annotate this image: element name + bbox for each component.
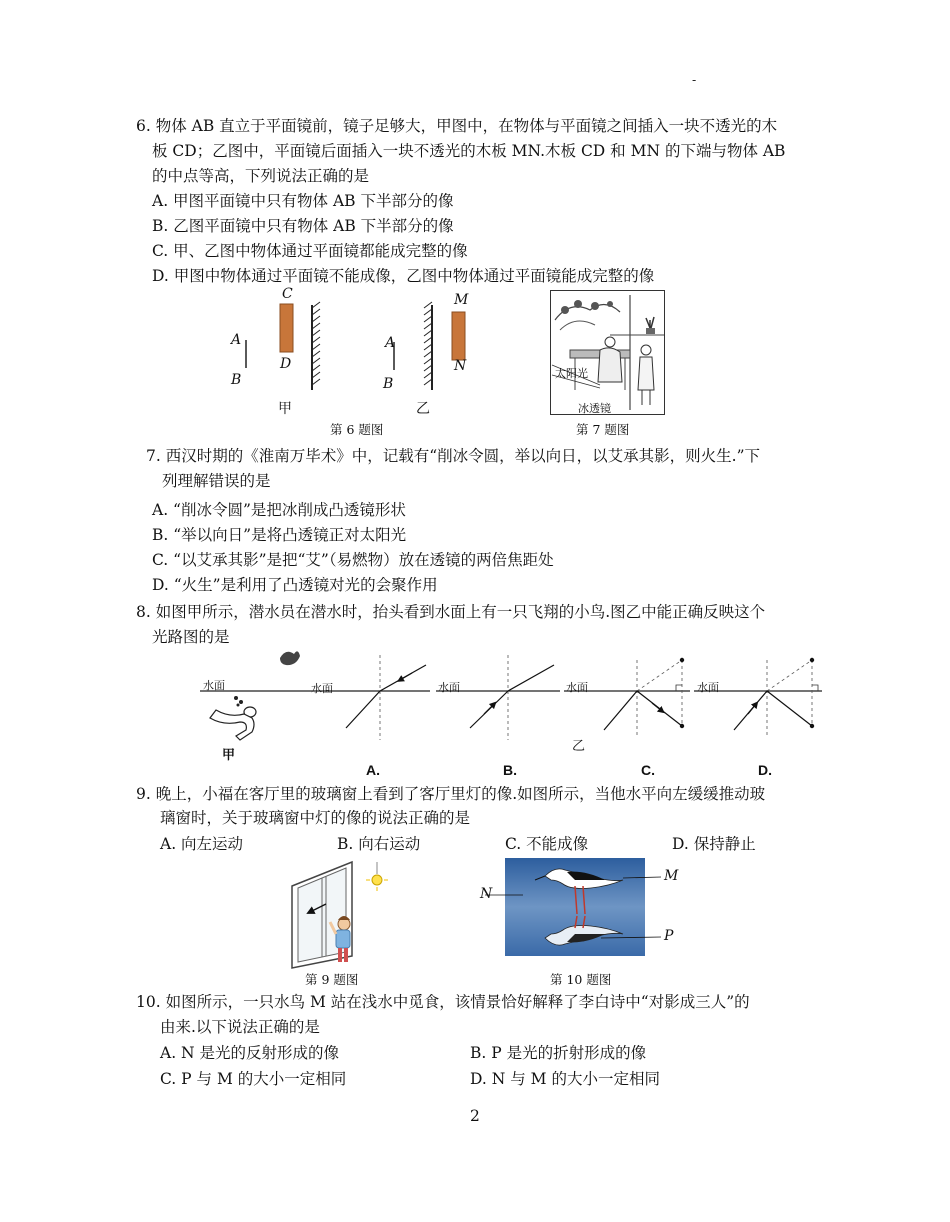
water-label-b: 水面 [438, 681, 460, 694]
q9-option-d: D. 保持静止 [672, 835, 756, 853]
figure-9-caption: 第 9 题图 [305, 972, 359, 987]
q9-option-c: C. 不能成像 [505, 835, 589, 853]
q7-stem-line2: 列理解错误的是 [162, 472, 271, 490]
ice-lens-label: 冰透镜 [578, 402, 611, 415]
board-cd [280, 304, 293, 352]
label-b-yi: B [383, 376, 394, 392]
q10-option-a: A. N 是光的反射形成的像 [160, 1044, 340, 1062]
q8-stem-line2: 光路图的是 [152, 628, 230, 646]
label-c: C [282, 286, 293, 302]
q6-stem-line1: 6. 物体 AB 直立于平面镜前，镜子足够大，甲图中，在物体与平面镜之间插入一块不透光的木 [136, 117, 778, 135]
choice-c: C. [641, 762, 655, 778]
figure-8-diagrams [200, 640, 830, 760]
q6-option-a: A. 甲图平面镜中只有物体 AB 下半部分的像 [152, 192, 454, 210]
q8-stem-line1: 8. 如图甲所示，潜水员在潜水时，抬头看到水面上有一只飞翔的小鸟.图乙中能正确反映这个 [136, 603, 766, 621]
top-mark: - [692, 72, 697, 87]
water-label-jia: 水面 [203, 679, 225, 692]
choice-b: B. [503, 762, 517, 778]
label-b-jia: B [231, 372, 242, 388]
q7-option-b: B. “举以向日”是将凸透镜正对太阳光 [152, 526, 407, 544]
q6-stem-line2: 板 CD；乙图中，平面镜后面插入一块不透光的木板 MN.木板 CD 和 MN 的下端与物体 AB [152, 142, 786, 160]
figure-7-illustration [550, 290, 665, 415]
label-n: N [454, 358, 467, 374]
q7-option-a: A. “削冰令圆”是把冰削成凸透镜形状 [152, 501, 406, 519]
label-a-yi: A [385, 335, 396, 351]
board-mn [452, 312, 465, 360]
q7-option-c: C. “以艾承其影”是把“艾”（易燃物）放在透镜的两倍焦距处 [152, 551, 554, 569]
figure-7-caption: 第 7 题图 [576, 422, 630, 437]
q9-stem-line2: 璃窗时，关于玻璃窗中灯的像的说法正确的是 [160, 809, 471, 827]
q7-option-d: D. “火生”是利用了凸透镜对光的会聚作用 [152, 576, 438, 594]
label-jia-8: 甲 [222, 747, 236, 762]
figure-10-caption: 第 10 题图 [550, 972, 612, 987]
bird-icon [280, 651, 300, 665]
figure-9-illustration [284, 856, 394, 971]
q10-stem-line2: 由来.以下说法正确的是 [160, 1018, 320, 1036]
label-n-shadow: N [480, 886, 493, 902]
q7-stem-line1: 7. 西汉时期的《淮南万毕术》中，记载有“削冰令圆，举以向日，以艾承其影，则火生.”下 [146, 447, 760, 465]
q6-option-c: C. 甲、乙图中物体通过平面镜都能成完整的像 [152, 242, 468, 260]
q10-option-c: C. P 与 M 的大小一定相同 [160, 1070, 347, 1088]
q9-stem-line1: 9. 晚上，小福在客厅里的玻璃窗上看到了客厅里灯的像.如图所示，当他水平向左缓缓推动玻 [136, 785, 766, 803]
label-yi-8: 乙 [572, 739, 586, 754]
figure-10-photo [505, 858, 645, 958]
label-jia: 甲 [278, 401, 292, 417]
figure-6-jia-diagram [230, 290, 340, 400]
q10-option-b: B. P 是光的折射形成的像 [470, 1044, 647, 1062]
q6-option-d: D. 甲图中物体通过平面镜不能成像，乙图中物体通过平面镜能成完整的像 [152, 267, 655, 285]
label-d: D [280, 356, 292, 372]
q9-option-a: A. 向左运动 [160, 835, 244, 853]
q10-stem-line1: 10. 如图所示，一只水鸟 M 站在浅水中觅食，该情景恰好解释了李白诗中“对影成三人”的 [136, 993, 750, 1011]
page-number: 2 [470, 1107, 480, 1125]
water-label-a: 水面 [311, 682, 333, 695]
label-a-jia: A [231, 332, 242, 348]
q6-stem-line3: 的中点等高，下列说法正确的是 [152, 167, 370, 185]
choice-d: D. [758, 762, 772, 778]
label-yi: 乙 [416, 401, 430, 417]
choice-a: A. [366, 762, 380, 778]
q6-option-b: B. 乙图平面镜中只有物体 AB 下半部分的像 [152, 217, 454, 235]
label-m: M [454, 292, 469, 308]
water-label-c: 水面 [566, 681, 588, 694]
label-m-bird: M [664, 868, 679, 884]
mirror-hatch-yi [424, 302, 432, 385]
figure-6-caption: 第 6 题图 [330, 422, 384, 437]
q10-option-d: D. N 与 M 的大小一定相同 [470, 1070, 660, 1088]
water-label-d: 水面 [697, 681, 719, 694]
label-p-reflection: P [664, 928, 674, 944]
diver-icon [210, 696, 256, 740]
mirror-hatch-jia [312, 302, 320, 385]
q9-option-b: B. 向右运动 [337, 835, 421, 853]
sun-light-label: 太阳光 [555, 367, 588, 380]
